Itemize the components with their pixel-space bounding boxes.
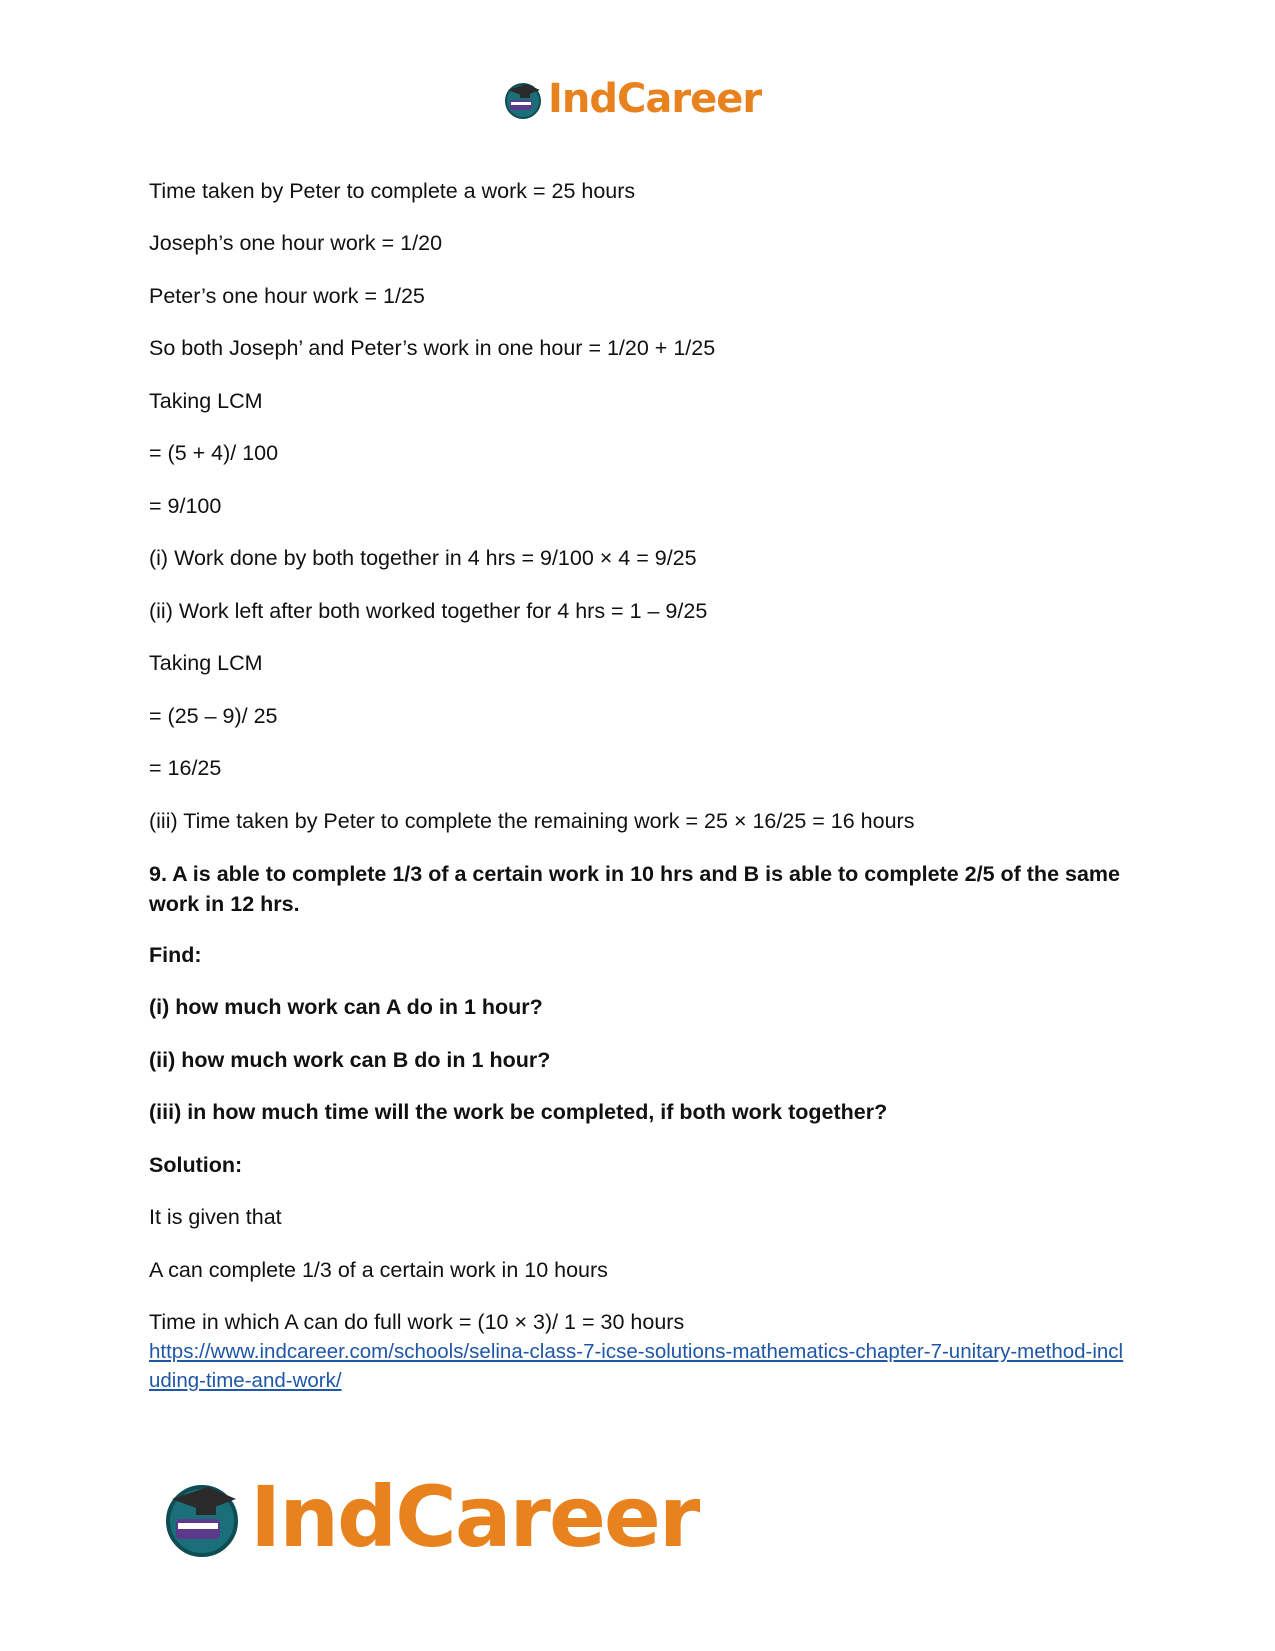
header-logo xyxy=(502,76,761,122)
logo-text: IndCareer xyxy=(548,76,762,122)
logo-text: IndCareer xyxy=(250,1468,699,1566)
question-find: Find: xyxy=(149,943,202,967)
solution-line: It is given that xyxy=(149,1205,282,1229)
text-line: (iii) Time taken by Peter to complete the remaining work = 25 × 16/25 = 16 hours xyxy=(149,809,915,833)
source-link[interactable]: https://www.indcareer.com/schools/selina-class-7-icse-solutions-mathematics-chapter-7-unitary-method-including-time-and-work/ xyxy=(149,1340,1124,1392)
question-part-2: (ii) how much work can B do in 1 hour? xyxy=(149,1048,551,1072)
text-line: Taking LCM xyxy=(149,389,263,413)
question-part-1: (i) how much work can A do in 1 hour? xyxy=(149,995,543,1019)
graduation-globe-icon xyxy=(502,78,544,120)
text-line: Joseph’s one hour work = 1/20 xyxy=(149,231,443,255)
text-line: (i) Work done by both together in 4 hrs = 9/100 × 4 = 9/25 xyxy=(149,546,697,570)
text-line: = (5 + 4)/ 100 xyxy=(149,441,279,465)
text-line: = 16/25 xyxy=(149,756,222,780)
text-line: So both Joseph’ and Peter’s work in one hour = 1/20 + 1/25 xyxy=(149,336,716,360)
solution-heading: Solution: xyxy=(149,1153,243,1177)
question-text: 9. A is able to complete 1/3 of a certain work in 10 hrs and B is able to complete 2/5 of the same work in 12 hrs. xyxy=(149,862,1120,916)
question-part-3: (iii) in how much time will the work be completed, if both work together? xyxy=(149,1100,888,1124)
solution-line: A can complete 1/3 of a certain work in 10 hours xyxy=(149,1258,608,1282)
footer-logo xyxy=(160,1468,698,1566)
text-line: Time taken by Peter to complete a work = 25 hours xyxy=(149,179,636,203)
text-line: Peter’s one hour work = 1/25 xyxy=(149,284,425,308)
text-line: Taking LCM xyxy=(149,651,263,675)
graduation-globe-icon xyxy=(160,1475,244,1559)
text-line: = (25 – 9)/ 25 xyxy=(149,704,278,728)
text-line: (ii) Work left after both worked together for 4 hrs = 1 – 9/25 xyxy=(149,599,708,623)
text-line: = 9/100 xyxy=(149,494,222,518)
solution-line: Time in which A can do full work = (10 × 3)/ 1 = 30 hours xyxy=(149,1310,685,1334)
